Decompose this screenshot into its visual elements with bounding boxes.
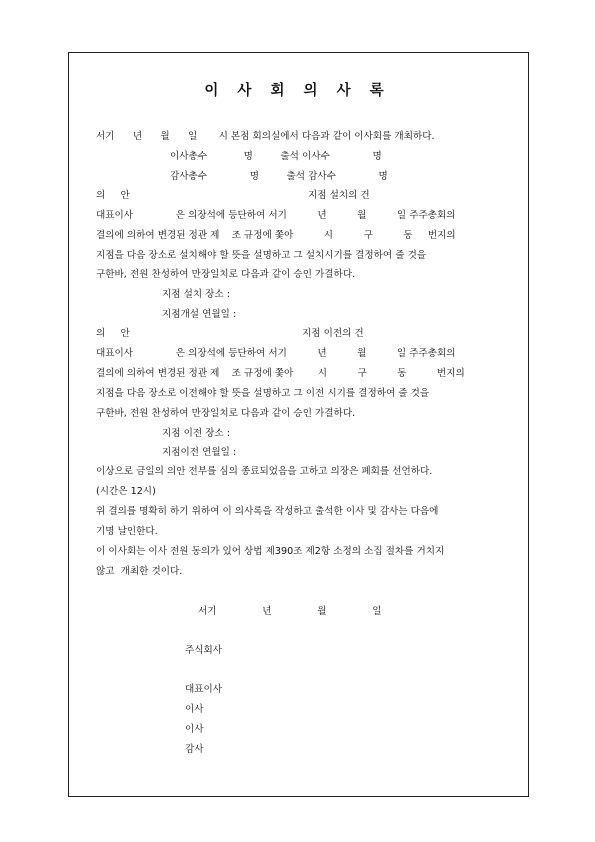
- closing-line: 이 이사회는 이사 전원 동의가 있어 상법 제390조 제2항 소정의 소집 절차를 거치지: [96, 546, 445, 557]
- agenda1-body-line: 구한바, 전원 찬성하여 만장일치로 다음과 같이 승인 가결하다.: [96, 269, 356, 280]
- auditors-count-line: 감사총수 명 출석 감사수 명: [170, 171, 388, 182]
- agenda2-label: 의 안: [96, 328, 130, 339]
- agenda1-title: 지점 설치의 건: [308, 190, 370, 201]
- ceo-signature-label: 대표이사: [185, 684, 223, 695]
- closing-line: 이상으로 금일의 의안 전부를 심의 종료되었음을 고하고 의장은 폐회를 선언하다.: [96, 466, 433, 477]
- agenda1-field-place: 지점 설치 장소 :: [162, 289, 230, 300]
- signing-date-line: 서기 년 월 일: [198, 606, 382, 617]
- director-signature-label: 이사: [185, 724, 204, 735]
- agenda2-field-place: 지점 이전 장소 :: [162, 428, 230, 439]
- directors-count-line: 이사총수 명 출석 이사수 명: [170, 151, 382, 162]
- closing-line: (시간은 12시): [96, 486, 156, 497]
- closing-line: 위 결의를 명확히 하기 위하여 이 의사록을 작성하고 출석한 이사 및 감사는 다음에: [96, 506, 439, 517]
- agenda2-title: 지점 이전의 건: [302, 328, 364, 339]
- agenda2-body-line: 지점을 다음 장소로 이전해야 할 뜻을 설명하고 그 이전 시기를 결정하여 줄 것을: [96, 388, 430, 399]
- auditor-signature-label: 감사: [185, 744, 204, 755]
- agenda2-field-date: 지점이전 연월일 :: [162, 447, 237, 458]
- agenda2-body-line: 구한바, 전원 찬성하여 만장일치로 다음과 같이 승인 가결하다.: [96, 408, 356, 419]
- document-title: 이 사 회 의 사 록: [204, 83, 391, 99]
- agenda1-body-line: 대표이사 은 의장석에 등단하여 서기 년 월 일 주주총회의: [96, 210, 456, 221]
- company-name-label: 주식회사: [185, 645, 223, 656]
- agenda2-body-line: 대표이사 은 의장석에 등단하여 서기 년 월 일 주주총회의: [96, 348, 456, 359]
- document-border: [68, 52, 529, 797]
- closing-line: 기명 날인한다.: [96, 526, 158, 537]
- agenda1-body-line: 결의에 의하여 변경된 정관 제 조 규정에 쫓아 시 구 동 번지의: [96, 230, 456, 241]
- agenda1-field-date: 지점개설 연월일 :: [162, 309, 237, 320]
- agenda1-body-line: 지점을 다음 장소로 설치해야 할 뜻을 설명하고 그 설치시기를 결정하여 줄 것을: [96, 250, 427, 261]
- agenda1-label: 의 안: [96, 190, 130, 201]
- director-signature-label: 이사: [185, 704, 204, 715]
- closing-line: 않고 개최한 것이다.: [96, 566, 183, 577]
- intro-line: 서기 년 월 일 시 본점 회의실에서 다음과 같이 이사회를 개최하다.: [96, 131, 435, 142]
- agenda2-body-line: 결의에 의하여 변경된 정관 제 조 규정에 쫓아 시 구 동 번지의: [96, 368, 465, 379]
